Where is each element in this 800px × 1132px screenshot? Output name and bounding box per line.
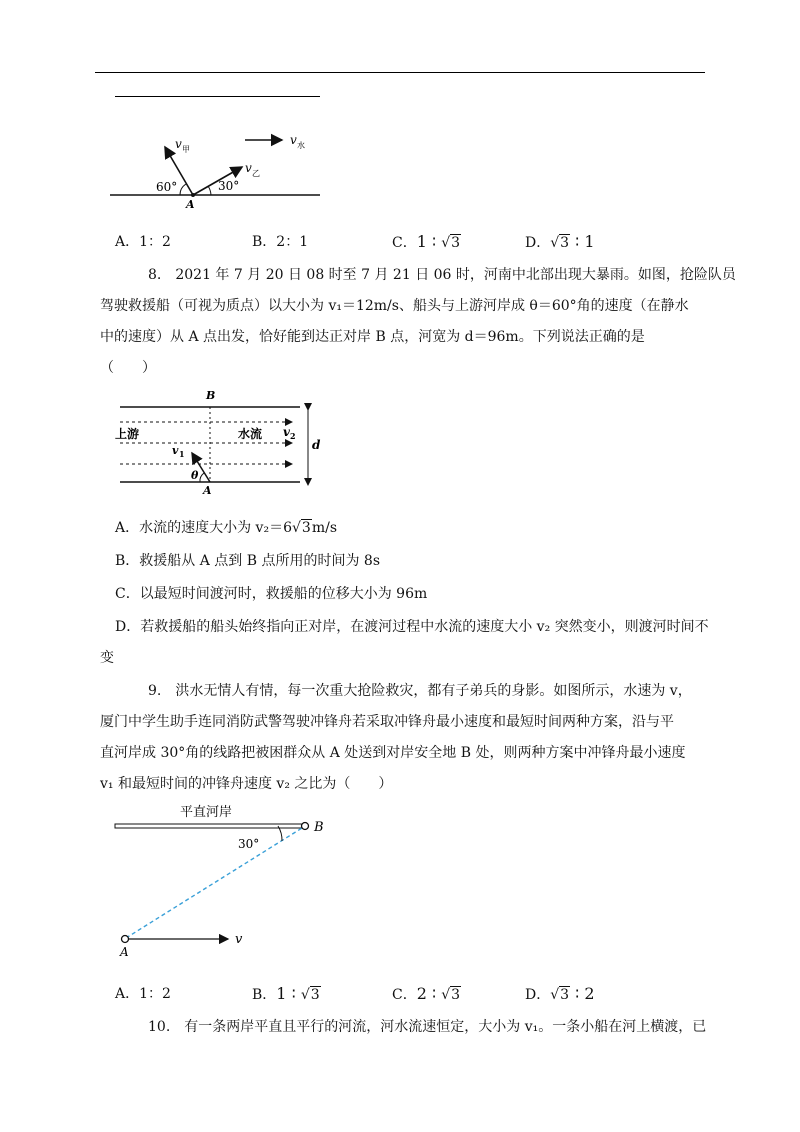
angle-arc-left [180, 184, 186, 195]
v-boat1-sub: 甲 [182, 145, 190, 154]
q9-option-d-right: ∶ 2 [570, 984, 595, 1003]
q8-option-b[interactable]: B．救援船从 A 点到 B 点所用的时间为 8s [115, 553, 381, 569]
figure-q9 [110, 800, 350, 960]
v-label: v [235, 932, 243, 947]
q8-option-a-suffix: m/s [311, 520, 338, 536]
q9-option-c[interactable] [392, 984, 461, 1005]
point-a-label: A [120, 945, 129, 959]
v-water-label: v [290, 133, 297, 147]
q8-text-line2: 驾驶救援船（可视为质点）以大小为 v₁＝12m/s、船头与上游河岸成 θ＝60°角的速度（在静水 [100, 298, 689, 314]
q10-text-line1: 10. 有一条两岸平直且平行的河流，河水流速恒定，大小为 v₁。一条小船在河上横渡，已 [148, 1019, 707, 1035]
angle-right-label: 30° [218, 179, 240, 193]
v2-sub: 2 [290, 431, 296, 441]
q9-option-c-left: 2 ∶ [416, 984, 442, 1003]
q9-text-line4: v₁ 和最短时间的冲锋舟速度 v₂ 之比为（ ） [100, 776, 393, 792]
sqrt-symbol: √3 [292, 520, 311, 536]
q7-option-b[interactable]: B．2：1 [252, 234, 309, 250]
riverbank-bar [115, 824, 303, 828]
q9-option-c-rad: 3 [451, 987, 461, 1003]
point-b-circle [302, 823, 309, 830]
q9-option-d[interactable] [525, 984, 595, 1005]
q8-text-line1: 8. 2021 年 7 月 20 日 08 时至 7 月 21 日 06 时，河南中北部出现大暴雨。如图，抢险队员 [148, 267, 736, 283]
bank-label: 平直河岸 [180, 805, 233, 820]
q9-option-b-left: 1 ∶ [276, 984, 301, 1003]
sqrt-symbol: √3 [441, 987, 461, 1003]
v-boat1-label: v [175, 137, 182, 151]
q7-option-c-rad: 3 [451, 235, 461, 251]
q7-option-d-prefix: D． [525, 235, 551, 251]
q7-option-c-prefix: C． [392, 235, 417, 251]
angle-arc-right [208, 186, 211, 195]
q7-option-c-left: 1 ∶ [416, 232, 442, 251]
v1-label: v [172, 444, 179, 457]
v-boat2-label: v [245, 161, 252, 175]
d-label: d [312, 438, 321, 452]
upstream-label: 上游 [115, 427, 140, 441]
q8-option-a-rad: 3 [301, 520, 311, 536]
v-boat2-sub: 乙 [252, 169, 260, 178]
section-rule [115, 96, 320, 97]
q7-option-c[interactable] [392, 232, 461, 253]
sqrt-symbol: √3 [441, 235, 461, 251]
q7-option-d[interactable] [525, 232, 595, 253]
point-a-label: A [203, 484, 212, 497]
q8-option-d[interactable]: D．若救援船的船头始终指向正对岸，在渡河过程中水流的速度大小 v₂ 突然变小，则渡河时间不 [115, 619, 709, 635]
q9-text-line2: 厦门中学生助手连同消防武警驾驶冲锋舟若采取冲锋舟最小速度和最短时间两种方案，沿与平 [100, 714, 674, 730]
q9-text-line1: 9. 洪水无情人有情，每一次重大抢险救灾，都有子弟兵的身影。如图所示，水速为 v， [148, 683, 692, 699]
point-a-dot [191, 193, 195, 197]
q8-option-a-prefix: A．水流的速度大小为 v₂＝6 [115, 520, 292, 536]
q9-option-b-prefix: B． [252, 987, 277, 1003]
q8-text-line4: （ ） [100, 360, 156, 376]
point-a-circle [122, 936, 129, 943]
q8-option-a[interactable] [115, 518, 337, 538]
sqrt-symbol: √3 [550, 235, 570, 251]
q9-option-b[interactable] [252, 984, 321, 1005]
q8-text-line3: 中的速度）从 A 点出发，恰好能到达正对岸 B 点，河宽为 d＝96m。下列说法正确的是 [100, 329, 645, 345]
q9-option-d-prefix: D． [525, 987, 551, 1003]
point-b-label: B [314, 820, 324, 835]
v1-sub: 1 [179, 449, 185, 459]
v-water-sub: 水 [297, 141, 305, 150]
angle-left-label: 60° [156, 180, 178, 194]
point-b-label: B [206, 389, 216, 402]
q7-option-d-right: ∶ 1 [570, 232, 595, 251]
route-line [126, 828, 302, 938]
q9-option-b-rad: 3 [310, 987, 320, 1003]
header-rule [95, 72, 705, 73]
q9-option-a[interactable]: A．1：2 [115, 986, 171, 1002]
q7-option-a[interactable]: A．1：2 [115, 234, 171, 250]
theta-arc [200, 473, 204, 482]
angle-label: 30° [238, 837, 260, 851]
q9-option-d-rad: 3 [560, 987, 570, 1003]
q8-option-c[interactable]: C．以最短时间渡河时，救援船的位移大小为 96m [115, 586, 428, 602]
figure-q7 [110, 125, 340, 210]
v2-label: v [283, 425, 290, 439]
q9-option-c-prefix: C． [392, 987, 417, 1003]
q9-text-line3: 直河岸成 30°角的线路把被困群众从 A 处送到对岸安全地 B 处，则两种方案中冲锋舟最小速度 [100, 745, 686, 761]
sqrt-symbol: √3 [550, 987, 570, 1003]
q8-option-d-continued: 变 [100, 650, 114, 666]
sqrt-symbol: √3 [300, 987, 320, 1003]
q7-option-d-rad: 3 [560, 235, 570, 251]
point-a-label: A [186, 198, 195, 210]
figure-q8 [110, 385, 330, 500]
theta-label: θ [191, 469, 199, 482]
flow-label: 水流 [238, 427, 263, 441]
